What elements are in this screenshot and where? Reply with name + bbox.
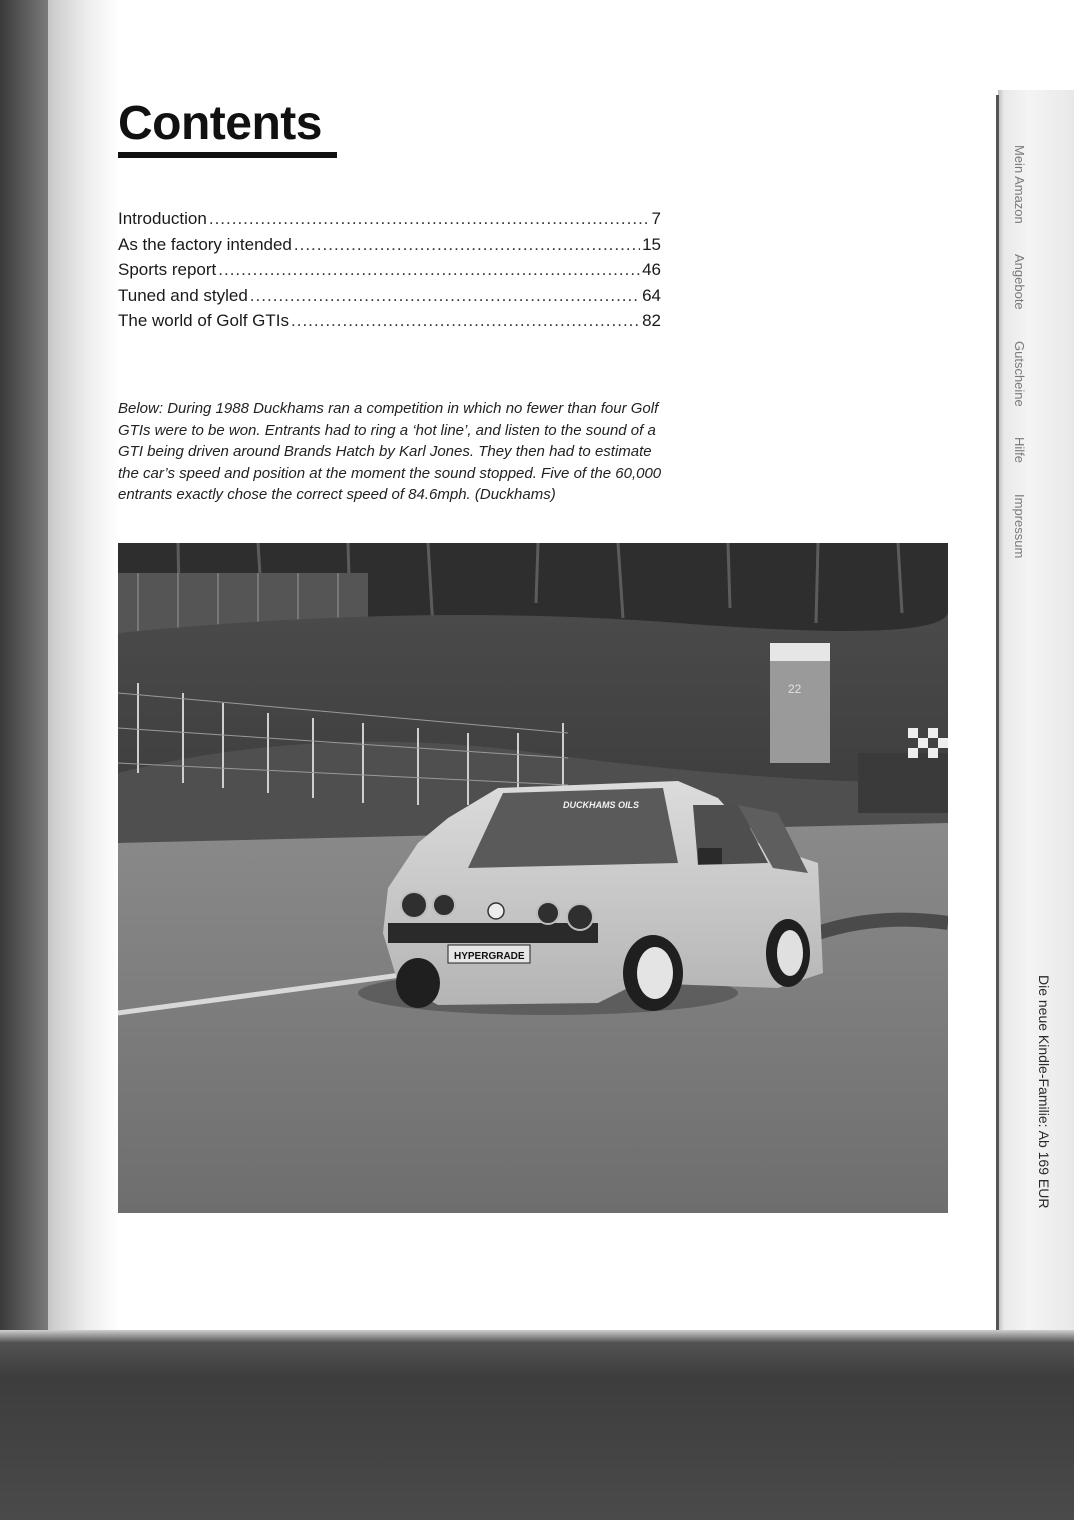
toc-leader-dots: [250, 283, 640, 308]
race-car-photo: [118, 543, 948, 1213]
headlight: [537, 902, 559, 924]
page-title: Contents: [118, 97, 322, 150]
right-page-edge-line: [996, 95, 999, 1330]
table-of-contents: [118, 206, 661, 334]
toc-entry-label: Tuned and styled: [118, 285, 248, 305]
photo-illustration: [118, 543, 948, 1213]
toc-entry[interactable]: [118, 257, 661, 283]
side-tab-angebote[interactable]: Angebote: [1012, 254, 1027, 311]
plate-text: HYPERGRADE: [454, 951, 525, 962]
headlight: [433, 894, 455, 916]
toc-leader-dots: [209, 206, 650, 231]
toc-entry-page: 64: [642, 285, 661, 305]
toc-entry-label: As the factory intended: [118, 234, 292, 254]
toc-entry[interactable]: [118, 308, 661, 334]
marker-number: 22: [788, 682, 802, 696]
front-left-wheel: [396, 958, 440, 1008]
toc-entry-page: 46: [642, 260, 661, 279]
toc-leader-dots: [294, 232, 640, 257]
headlight: [567, 904, 593, 930]
kindle-promo-text[interactable]: Die neue Kindle-Familie: Ab 169 EUR: [1036, 975, 1052, 1209]
toc-entry-label: Sports report: [118, 260, 217, 279]
vw-badge-icon: [488, 903, 504, 919]
toc-entry-page: 15: [642, 234, 661, 254]
toc-leader-dots: [218, 257, 640, 282]
browser-side-tabs: [1012, 145, 1027, 585]
front-grille: [388, 923, 598, 943]
side-tab-hilfe[interactable]: Hilfe: [1012, 437, 1027, 464]
side-tab-gutscheine[interactable]: Gutscheine: [1012, 340, 1027, 407]
photo-caption: Below: During 1988 Duckhams ran a competition in which no fewer than four Golf GTIs were to be won. Entrants had to ring a ‘hot line’, and listen to the sound of a GTI being driven around Brands Hatch by Karl Jones. They then had to estimate the car’s speed and position at the moment the sound stopped. Five of the 60,000 entrants exactly chose the correct speed of 84.6mph. (Duckhams): [118, 400, 662, 504]
toc-entry[interactable]: [118, 232, 661, 258]
tyre-wall: [858, 753, 948, 813]
windscreen-banner: DUCKHAMS OILS: [563, 800, 639, 810]
toc-entry[interactable]: [118, 206, 661, 232]
toc-entry-page: 82: [642, 311, 661, 330]
spine-dark-edge: [0, 0, 48, 1340]
toc-entry-label: Introduction: [118, 209, 207, 228]
toc-entry-page: 7: [651, 209, 661, 228]
side-tab-impressum[interactable]: Impressum: [1012, 493, 1027, 559]
toc-entry-label: The world of Golf GTIs: [118, 311, 289, 330]
scanner-bottom-shadow: [0, 1330, 1074, 1520]
headlight: [401, 892, 427, 918]
title-underline: [118, 152, 337, 158]
wing-mirror: [698, 848, 722, 864]
toc-entry[interactable]: [118, 283, 661, 309]
toc-leader-dots: [291, 308, 640, 333]
side-tab-mein-amazon[interactable]: Mein Amazon: [1012, 145, 1027, 224]
